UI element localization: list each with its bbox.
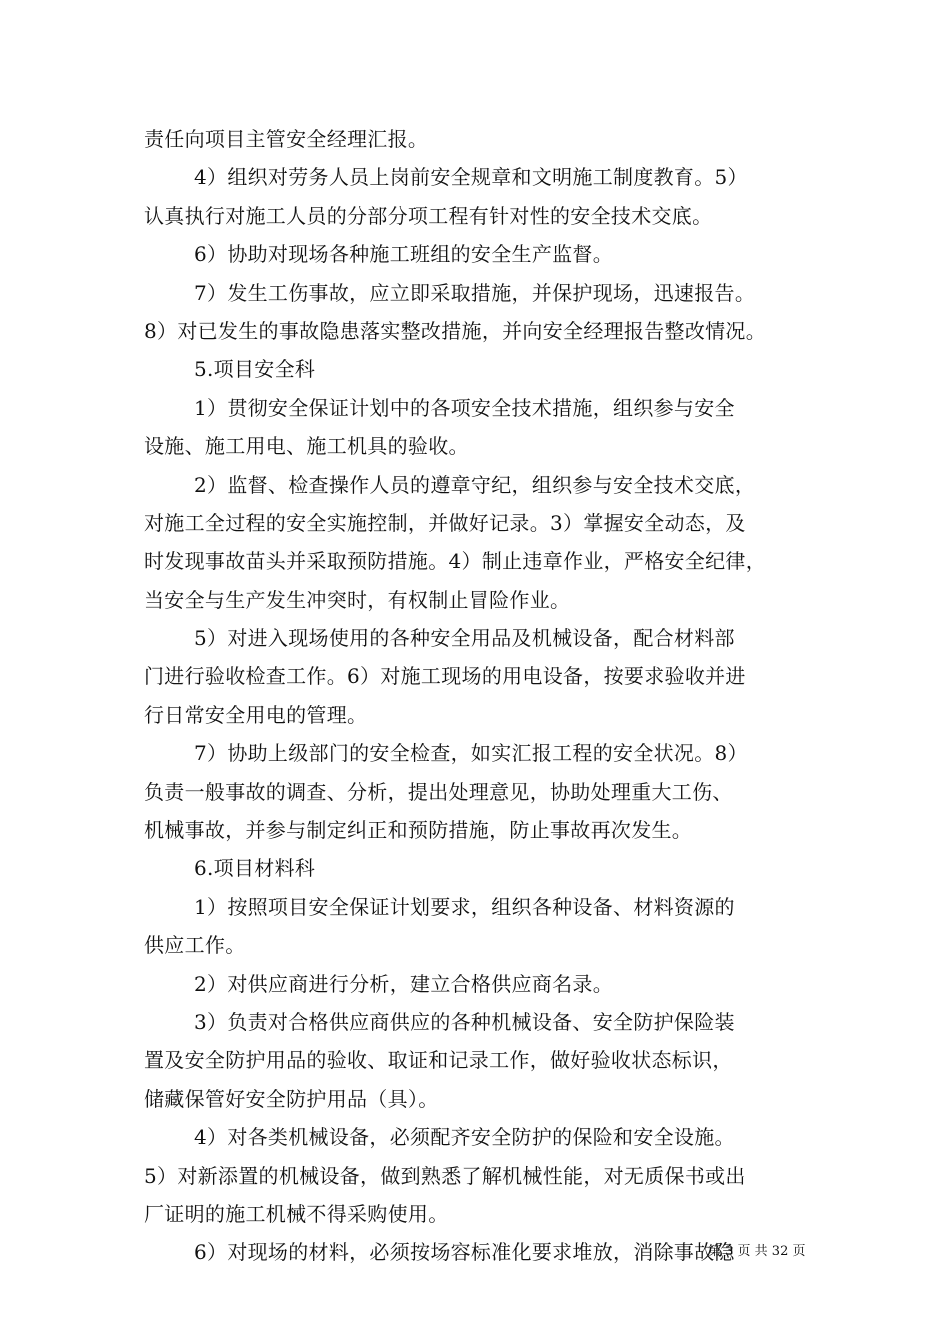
- text-line: 6）协助对现场各种施工班组的安全生产监督。: [194, 242, 614, 267]
- text-line: 5.项目安全科: [194, 357, 316, 382]
- text-line: 置及安全防护用品的验收、取证和记录工作，做好验收状态标识，: [144, 1048, 733, 1073]
- text-line: 5）对新添置的机械设备，做到熟悉了解机械性能，对无质保书或出: [144, 1163, 746, 1188]
- text-line: 门进行验收检查工作。6）对施工现场的用电设备，按要求验收并进: [144, 664, 746, 689]
- text-line: 2）监督、检查操作人员的遵章守纪，组织参与安全技术交底，: [194, 472, 756, 497]
- document-body: [144, 120, 824, 1272]
- text-line: 6）对现场的材料，必须按场容标准化要求堆放，消除事故隐: [194, 1240, 735, 1265]
- text-line: 储藏保管好安全防护用品（具）。: [144, 1086, 439, 1111]
- text-line: 负责一般事故的调查、分析，提出处理意见，协助处理重大工伤、: [144, 779, 733, 804]
- text-line: 8）对已发生的事故隐患落实整改措施，并向安全经理报告整改情况。: [144, 318, 767, 343]
- text-line: 7）协助上级部门的安全检查，如实汇报工程的安全状况。8）: [194, 741, 748, 766]
- text-line: 1）贯彻安全保证计划中的各项安全技术措施，组织参与安全: [194, 395, 735, 420]
- text-line: 5）对进入现场使用的各种安全用品及机械设备，配合材料部: [194, 626, 735, 651]
- text-line: 4）对各类机械设备，必须配齐安全防护的保险和安全设施。: [194, 1125, 735, 1150]
- text-line: 行日常安全用电的管理。: [144, 702, 368, 727]
- text-line: 责任向项目主管安全经理汇报。: [144, 127, 429, 151]
- text-line: 6.项目材料科: [194, 856, 316, 881]
- text-line: 2）对供应商进行分析，建立合格供应商名录。: [194, 971, 614, 996]
- text-line: 厂证明的施工机械不得采购使用。: [144, 1201, 449, 1226]
- text-line: 认真执行对施工人员的分部分项工程有针对性的安全技术交底。: [144, 203, 713, 228]
- text-line: 当安全与生产发生冲突时，有权制止冒险作业。: [144, 587, 571, 612]
- text-line: 供应工作。: [144, 933, 246, 958]
- text-line: 设施、施工用电、施工机具的验收。: [144, 434, 469, 459]
- text-line: 1）按照项目安全保证计划要求，组织各种设备、材料资源的: [194, 894, 735, 919]
- text-line: 时发现事故苗头并采取预防措施。4）制止违章作业，严格安全纪律，: [144, 549, 767, 574]
- text-line: 3）负责对合格供应商供应的各种机械设备、安全防护保险装: [194, 1009, 735, 1034]
- text-line: 4）组织对劳务人员上岗前安全规章和文明施工制度教育。5）: [194, 165, 748, 190]
- text-line: 对施工全过程的安全实施控制，并做好记录。3）掌握安全动态，及: [144, 510, 746, 535]
- page-number: 第 3 页 共 32 页: [708, 1244, 806, 1259]
- text-line: 7）发生工伤事故，应立即采取措施，并保护现场，迅速报告。: [194, 280, 756, 305]
- text-line: 机械事故，并参与制定纠正和预防措施，防止事故再次发生。: [144, 818, 693, 843]
